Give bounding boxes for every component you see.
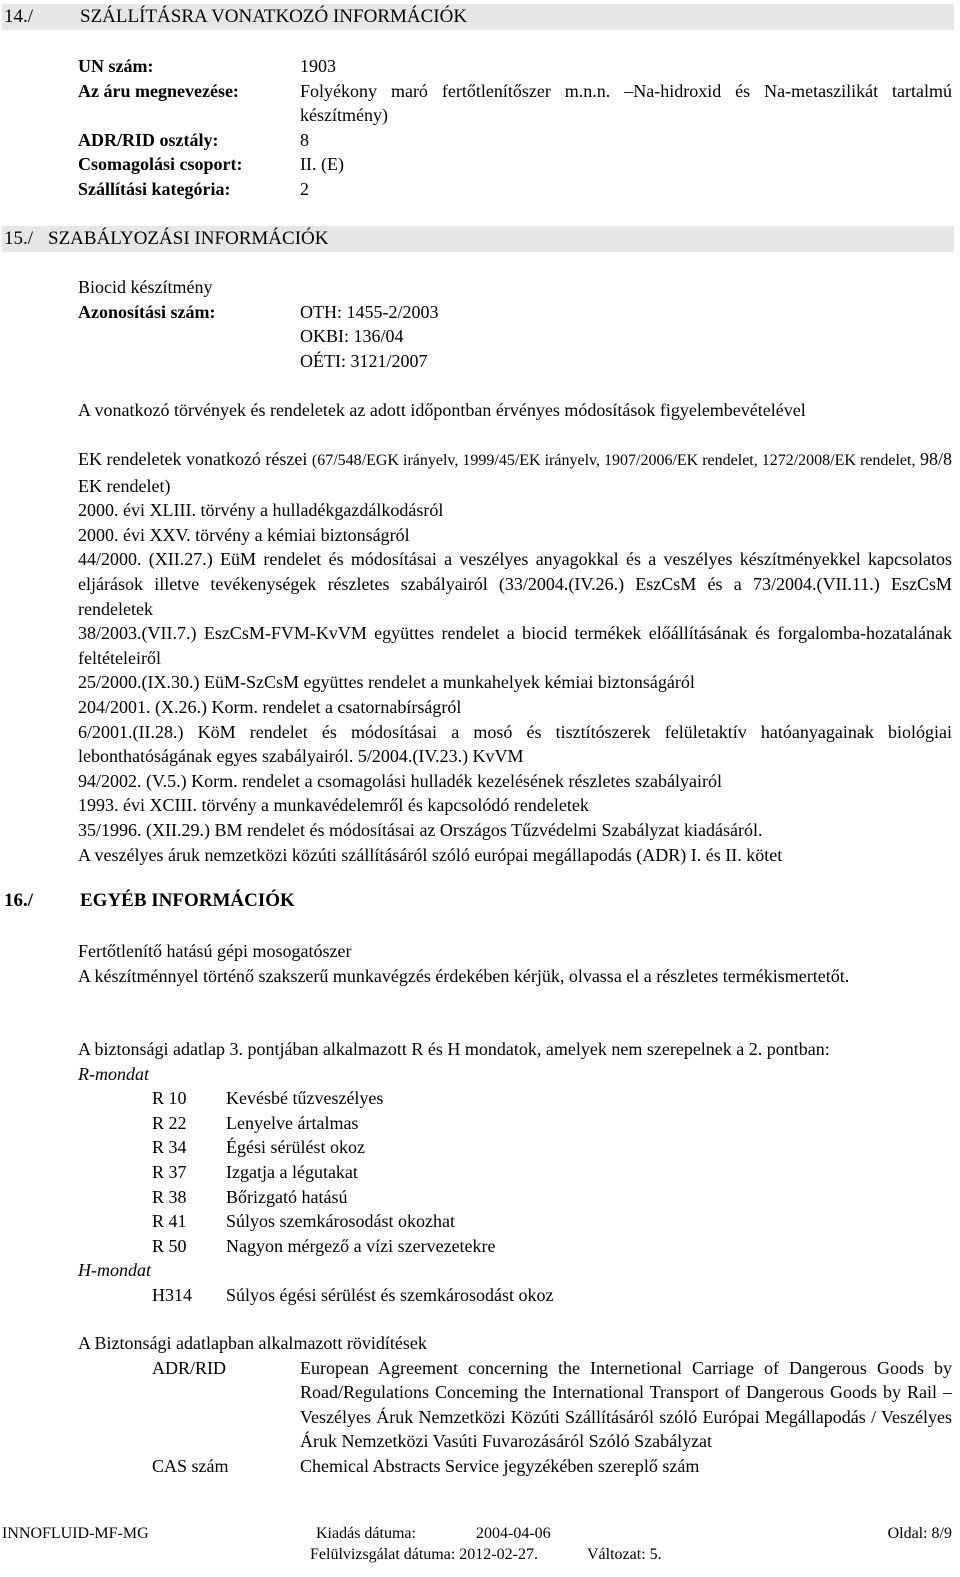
id-oth: OTH: 1455-2/2003 xyxy=(300,301,439,322)
r-phrase-code: R 50 xyxy=(152,1235,187,1256)
law-item: 35/1996. (XII.29.) BM rendelet és módosításai az Országos Tűzvédelmi Szabályzat kiadásáról. xyxy=(78,819,763,840)
h-phrases-heading: H-mondat xyxy=(78,1260,151,1281)
transport-row xyxy=(78,177,952,202)
transport-row xyxy=(78,152,952,177)
abbreviation-code: CAS szám xyxy=(152,1455,229,1476)
r-phrase-text: Lenyelve ártalmas xyxy=(226,1112,359,1133)
r-phrase-row xyxy=(78,1135,952,1160)
usage-note: A készítménnyel történő szakszerű munkavégzés érdekében kérjük, olvassa el a részletes termékismertetőt. xyxy=(78,965,850,986)
ek-regulations-list: (67/548/EGK irányelv, 1999/45/EK irányelv, 1907/2006/EK rendelet, 1272/2008/EK rendelet, xyxy=(311,452,916,469)
section-14-title: SZÁLLÍTÁSRA VONATKOZÓ INFORMÁCIÓK xyxy=(80,6,468,27)
adr-class-value: 8 xyxy=(300,129,309,150)
law-item: 38/2003.(VII.7.) EszCsM-FVM-KvVM együttes rendelet a biocid termékek előállításának és forgalomba-hozatalának feltételeiről xyxy=(78,623,952,668)
r-phrase-text: Égési sérülést okoz xyxy=(226,1137,365,1158)
law-item: A veszélyes áruk nemzetközi közúti szállításáról szóló európai megállapodás (ADR) I. és II. kötet xyxy=(78,844,783,865)
r-phrase-row xyxy=(78,1209,952,1234)
id-okbi: OKBI: 136/04 xyxy=(300,326,404,347)
section-15-number: 15./ xyxy=(4,228,34,249)
r-phrase-text: Súlyos szemkárosodást okozhat xyxy=(226,1211,455,1232)
r-phrase-text: Bőrizgató hatású xyxy=(226,1186,348,1207)
id-label: Azonosítási szám: xyxy=(78,301,216,322)
law-item: 6/2001.(II.28.) KöM rendelet és módosításai a mosó és tisztítószerek felületaktív hatóanyagainak biológiai lebonthatóságának egyes szabályairól. 5/2004.(IV.23.) KvVM xyxy=(78,721,952,767)
section-14-number: 14./ xyxy=(4,6,34,27)
other-info xyxy=(78,939,952,988)
section-15-header xyxy=(2,226,954,252)
r-phrase-code: R 22 xyxy=(152,1112,187,1133)
section-14-header xyxy=(2,4,954,30)
r-phrase-code: R 38 xyxy=(152,1186,187,1207)
r-phrase-code: R 34 xyxy=(152,1137,187,1158)
law-item: 44/2000. (XII.27.) EüM rendelet és módosításai a veszélyes anyagokkal és a veszélyes készítményekkel kapcsolatos eljárások illetve tevékenységek részletes szabályairól (33/2004.(IV.26.) EszCsM és a 73/2004.(VII.11.) EszCsM rendeletek xyxy=(78,549,952,619)
packing-group-label: Csomagolási csoport: xyxy=(78,154,243,175)
r-phrase-code: R 37 xyxy=(152,1161,187,1182)
law-item: 2000. évi XLIII. törvény a hulladékgazdálkodásról xyxy=(78,500,444,521)
transport-category-label: Szállítási kategória: xyxy=(78,178,231,199)
biocid-text: Biocid készítmény xyxy=(78,277,213,297)
r-phrase-text: Kevésbé tűzveszélyes xyxy=(226,1088,384,1109)
packing-group-value: II. (E) xyxy=(300,154,344,175)
r-phrase-row xyxy=(78,1086,952,1111)
footer-review-date: Felülvizsgálat dátuma: 2012-02-27. xyxy=(310,1546,538,1563)
transport-row xyxy=(78,128,952,153)
section-16-title: EGYÉB INFORMÁCIÓK xyxy=(80,890,295,911)
abbreviation-code: ADR/RID xyxy=(152,1357,227,1378)
transport-row xyxy=(78,79,952,128)
un-number-label: UN szám: xyxy=(78,56,154,76)
abbreviations-block xyxy=(78,1331,952,1479)
abbreviation-row xyxy=(78,1356,952,1454)
product-type: Fertőtlenítő hatású gépi mosogatószer xyxy=(78,941,352,961)
section-16-header xyxy=(2,888,954,914)
r-phrase-code: R 10 xyxy=(152,1088,187,1109)
r-phrase-row xyxy=(78,1160,952,1185)
regulatory-intro: A vonatkozó törvények és rendeletek az adott időpontban érvényes módosítások figyelembevételével xyxy=(78,400,806,420)
abbreviation-row xyxy=(78,1454,952,1479)
phrases-block xyxy=(78,1037,952,1308)
footer-issue-date: 2004-04-06 xyxy=(476,1525,551,1542)
ek-regulations-tail: 98/8 EK rendelet) xyxy=(78,449,952,496)
law-item: 204/2001. (X.26.) Korm. rendelet a csatornabírságról xyxy=(78,696,462,717)
law-item: 1993. évi XCIII. törvény a munkavédelemről és kapcsolódó rendeletek xyxy=(78,795,589,816)
footer-page-number: Oldal: 8/9 xyxy=(887,1525,952,1542)
abbreviation-text: Chemical Abstracts Service jegyzékében szereplő szám xyxy=(300,1455,700,1476)
phrases-intro: A biztonsági adatlap 3. pontjában alkalmazott R és H mondatok, amelyek nem szerepelnek a 2. pontban: xyxy=(78,1039,830,1059)
ek-regulations-lead: EK rendeletek vonatkozó részei xyxy=(78,449,308,469)
footer-version: Változat: 5. xyxy=(587,1546,662,1563)
goods-name-label: Az áru megnevezése: xyxy=(78,80,239,101)
h-phrase-text: Súlyos égési sérülést és szemkárosodást okoz xyxy=(226,1284,554,1305)
r-phrase-row xyxy=(78,1111,952,1136)
laws-list xyxy=(78,447,952,867)
r-phrase-row xyxy=(78,1234,952,1259)
un-number-value: 1903 xyxy=(300,56,336,76)
r-phrase-text: Nagyon mérgező a vízi szervezetekre xyxy=(226,1235,496,1256)
ek-regulations xyxy=(78,447,952,498)
r-phrases-heading: R-mondat xyxy=(78,1063,149,1084)
transport-info xyxy=(78,54,952,202)
law-item: 2000. évi XXV. törvény a kémiai biztonságról xyxy=(78,524,410,545)
law-item: 94/2002. (V.5.) Korm. rendelet a csomagolási hulladék kezelésének részletes szabályairól xyxy=(78,770,722,791)
h-phrase-code: H314 xyxy=(152,1284,192,1305)
footer-product-code: INNOFLUID-MF-MG xyxy=(2,1525,149,1542)
id-oeti: OÉTI: 3121/2007 xyxy=(300,350,428,371)
transport-category-value: 2 xyxy=(300,178,309,199)
regulatory-info xyxy=(78,275,952,373)
abbreviations-heading: A Biztonsági adatlapban alkalmazott rövidítések xyxy=(78,1333,427,1353)
goods-name-value: Folyékony maró fertőtlenítőszer m.n.n. –Na-hidroxid és Na-metaszilikát tartalmú készítmény) xyxy=(300,80,952,126)
abbreviation-text: European Agreement concerning the Internetional Carriage of Dangerous Goods by Road/Regulations Conceming the International Transport of Dangerous Goods by Rail –Veszélyes Áruk Nemzetközi Közúti Szállításáról szóló Európai Megállapodás / Veszélyes Áruk Nemzetközi Vasúti Fuvarozásáról Szóló Szabályzat xyxy=(300,1357,952,1452)
r-phrase-text: Izgatja a légutakat xyxy=(226,1161,358,1182)
section-15-title: SZABÁLYOZÁSI INFORMÁCIÓK xyxy=(48,228,329,249)
r-phrase-code: R 41 xyxy=(152,1211,187,1232)
section-16-number: 16./ xyxy=(4,890,34,911)
law-item: 25/2000.(IX.30.) EüM-SzCsM együttes rendelet a munkahelyek kémiai biztonságáról xyxy=(78,672,695,693)
h-phrase-row xyxy=(78,1283,952,1308)
adr-class-label: ADR/RID osztály: xyxy=(78,129,219,150)
id-numbers xyxy=(78,300,952,374)
footer-issue-label: Kiadás dátuma: xyxy=(316,1525,416,1542)
transport-row xyxy=(78,54,952,79)
r-phrase-row xyxy=(78,1185,952,1210)
